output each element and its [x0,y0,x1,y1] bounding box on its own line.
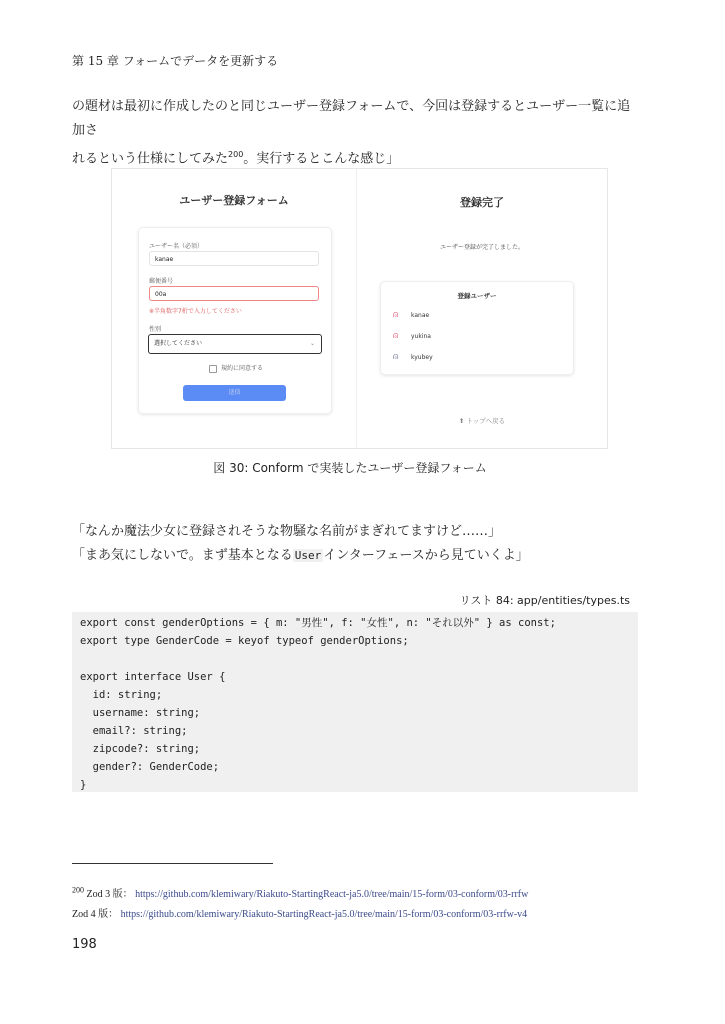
user-item [393,331,431,341]
zip-label: 郵便番号 [149,278,174,285]
paragraph-line: の題材は最初に作成したのと同じユーザー登録フォームで、今回は登録するとユーザー一覧に追加さ [72,99,631,138]
user-item [393,310,429,320]
form-card [138,227,332,414]
code-block [72,612,638,792]
footnote-rule [72,863,273,864]
gender-value: 選択してください [154,340,203,347]
user-name: yukina [411,333,431,340]
result-panel [357,169,607,448]
paragraph [72,95,642,171]
text: 「まあ気にしないで。まず基本となる [72,548,293,563]
upload-icon: ⬆ [458,417,465,425]
page-number: 198 [72,937,97,952]
username-label: ユーザー名（必須） [149,243,204,250]
chevron-down-icon: ⌄ [309,340,315,347]
user-icon: ⍝ [393,331,399,341]
submit-button[interactable]: 送信 [183,385,286,401]
footnote-number: 200 [72,885,84,895]
footnote-ref[interactable]: 200 [228,150,244,159]
code-text: export const genderOptions = { m: "男性", f: "女性", n: "それ以外" } as const; export type GenderCode = keyof typeof genderOptions; export interface User { id: string; username: string; email?: string; zipcode?: string; gender?: GenderCode; } [80,617,556,791]
text: インターフェースから見ていくよ」 [323,548,529,563]
dialogue-line: 「なんか魔法少女に登録されそうな物騒な名前がまぎれてますけど……」 [72,524,502,539]
user-item [393,352,433,362]
back-link[interactable] [357,416,607,425]
figure-screenshot [111,168,608,449]
gender-select[interactable] [148,334,322,354]
form-panel [112,169,357,448]
user-name: kanae [411,312,430,319]
form-title: ユーザー登録フォーム [179,194,289,207]
checkbox-icon[interactable] [209,365,217,373]
zip-error: ※半角数字7桁で入力してください [149,308,242,315]
inline-code: User [294,549,322,562]
footnote-label: Zod 3 版： [86,889,133,900]
agree-label: 規約に同意する [221,365,264,372]
users-title: 登録ユーザー [457,292,497,300]
agree-checkbox[interactable] [209,363,263,373]
figure-caption: 図 30: Conform で実装したユーザー登録フォーム [213,461,487,475]
user-icon: ⍝ [393,310,399,320]
done-message: ユーザー登録が完了しました。 [439,244,524,251]
user-icon: ⍝ [393,352,399,362]
zip-input[interactable]: 00a [149,286,319,301]
users-card [380,281,574,375]
gender-label: 性別 [149,326,162,333]
listing-caption: リスト 84: app/entities/types.ts [459,594,630,607]
username-input[interactable]: kanae [149,251,319,266]
dialogue-line [72,544,642,568]
text: 。実行するとこんな感じ」 [243,151,400,167]
dialogue [72,520,642,568]
done-title: 登録完了 [460,196,504,209]
text: れるという仕様にしてみた [72,151,229,167]
user-name: kyubey [411,354,433,361]
footnote-line [72,905,527,920]
footnote-line [72,885,528,900]
footnote-label: Zod 4 版： [72,909,119,920]
footnote-link[interactable]: https://github.com/klemiwary/Riakuto-StartingReact-ja5.0/tree/main/15-form/03-conform/03-rrfw [135,889,529,900]
footnote-link[interactable]: https://github.com/klemiwary/Riakuto-StartingReact-ja5.0/tree/main/15-form/03-conform/03-rrfw-v4 [120,909,528,920]
running-head: 第 15 章 フォームでデータを更新する [72,54,279,68]
back-label: トップへ戻る [466,417,506,425]
